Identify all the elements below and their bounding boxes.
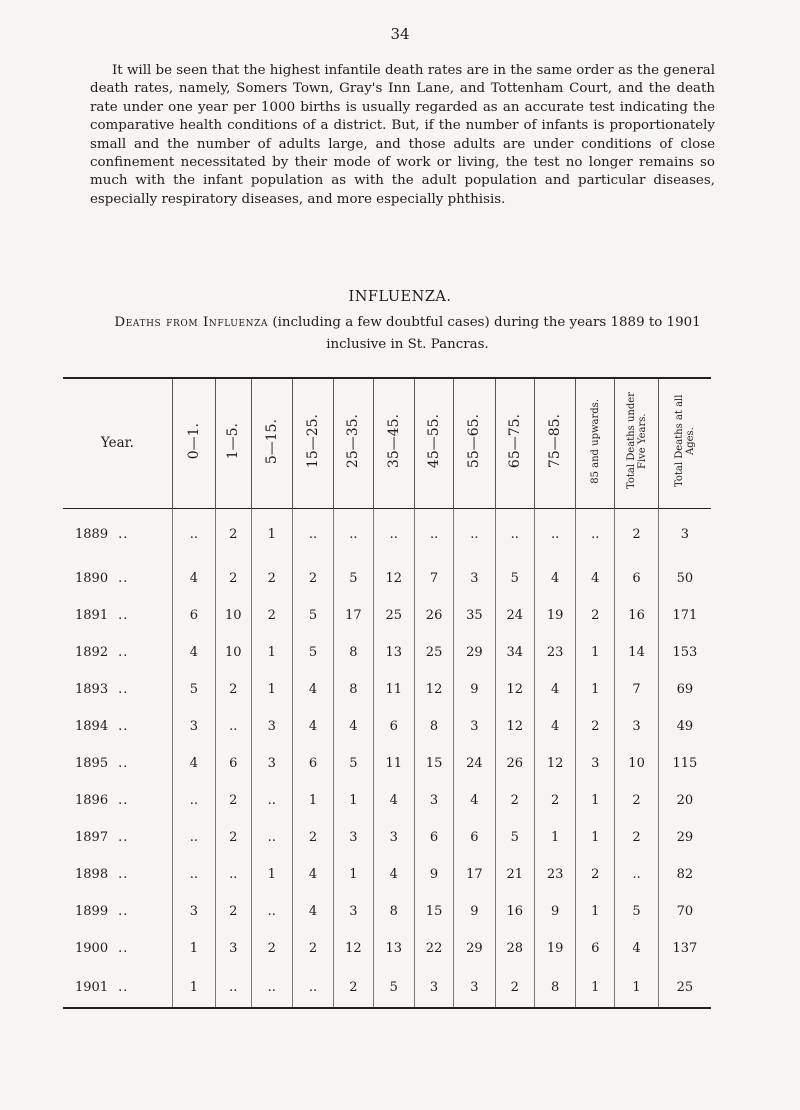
column-header-label: 65—75. <box>506 414 523 469</box>
year-cell <box>63 671 172 708</box>
table-cell: 25 <box>658 967 711 1008</box>
year-label: 1892 <box>75 645 109 660</box>
table-cell: .. <box>615 856 659 893</box>
year-label: 1891 <box>75 608 109 623</box>
table-cell: 12 <box>495 671 534 708</box>
table-cell: .. <box>495 508 534 560</box>
table-cell: 4 <box>373 782 414 819</box>
table-cell: 3 <box>454 967 495 1008</box>
table-cell: 6 <box>172 597 215 634</box>
table-cell: 50 <box>658 560 711 597</box>
table-cell: 12 <box>534 745 575 782</box>
table-cell: 1 <box>172 967 215 1008</box>
table-cell: 15 <box>414 893 453 930</box>
table-cell: 21 <box>495 856 534 893</box>
column-header-label: 35—45. <box>385 414 402 469</box>
table-cell: 23 <box>534 856 575 893</box>
year-leader-dots: .. <box>118 608 129 623</box>
table-cell: 4 <box>615 930 659 967</box>
column-header-label: 85 and upwards. <box>589 398 601 484</box>
year-label: 1890 <box>75 571 109 586</box>
year-cell <box>63 560 172 597</box>
year-leader-dots: .. <box>118 830 129 845</box>
table-cell: .. <box>251 782 292 819</box>
table-cell: 3 <box>215 930 251 967</box>
table-cell: 29 <box>658 819 711 856</box>
table-cell: 4 <box>292 708 333 745</box>
table-cell: 29 <box>454 634 495 671</box>
table-cell: 2 <box>292 930 333 967</box>
age-column-header <box>414 378 453 508</box>
table-cell: 6 <box>615 560 659 597</box>
table-cell: 26 <box>414 597 453 634</box>
table-cell: 4 <box>534 671 575 708</box>
table-cell: 11 <box>373 745 414 782</box>
table-cell: 2 <box>495 782 534 819</box>
age-column-header <box>658 378 711 508</box>
table-cell: 3 <box>373 819 414 856</box>
table-cell: 10 <box>215 634 251 671</box>
year-cell <box>63 508 172 560</box>
table-cell: 9 <box>414 856 453 893</box>
year-leader-dots: .. <box>118 793 129 808</box>
table-cell: 12 <box>373 560 414 597</box>
table-cell: 171 <box>658 597 711 634</box>
table-cell: 22 <box>414 930 453 967</box>
table-cell: 8 <box>414 708 453 745</box>
table-cell: 1 <box>576 893 615 930</box>
table-cell: 9 <box>454 893 495 930</box>
table-cell: .. <box>454 508 495 560</box>
table-cell: 2 <box>292 819 333 856</box>
column-header-label: 1—5. <box>225 423 242 460</box>
column-header-label: 75—85. <box>547 414 564 469</box>
year-leader-dots: .. <box>118 682 129 697</box>
table-cell: 4 <box>292 856 333 893</box>
table-cell: 1 <box>172 930 215 967</box>
table-cell: 4 <box>334 708 373 745</box>
table-cell: 14 <box>615 634 659 671</box>
table-cell: 6 <box>292 745 333 782</box>
table-cell: 137 <box>658 930 711 967</box>
table-cell: 4 <box>292 893 333 930</box>
table-cell: 35 <box>454 597 495 634</box>
table-cell: .. <box>251 893 292 930</box>
table-cell: 4 <box>373 856 414 893</box>
table-cell: 4 <box>172 560 215 597</box>
table-cell: 3 <box>334 893 373 930</box>
table-cell: 16 <box>615 597 659 634</box>
year-cell <box>63 967 172 1008</box>
table-cell: 17 <box>454 856 495 893</box>
year-label: 1901 <box>75 979 109 995</box>
year-cell <box>63 745 172 782</box>
caption-lead: Deaths from Influenza <box>114 315 269 330</box>
table-cell: 3 <box>615 708 659 745</box>
table-cell: 3 <box>251 708 292 745</box>
table-cell: 5 <box>292 597 333 634</box>
table-row <box>63 856 711 893</box>
table-cell: 3 <box>172 708 215 745</box>
year-leader-dots: .. <box>118 526 129 542</box>
column-header-label: 5—15. <box>263 418 280 464</box>
table-cell: 6 <box>576 930 615 967</box>
age-column-header <box>292 378 333 508</box>
caption-rest: (including a few doubtful cases) during the years 1889 to 1901 inclusive in St. Pancras. <box>268 315 701 352</box>
table-cell: 4 <box>576 560 615 597</box>
table-cell: 8 <box>534 967 575 1008</box>
year-cell <box>63 634 172 671</box>
year-cell <box>63 708 172 745</box>
year-leader-dots: .. <box>118 979 129 995</box>
year-column-header: Year. <box>100 435 134 452</box>
table-cell: 12 <box>334 930 373 967</box>
table-cell: 11 <box>373 671 414 708</box>
year-cell <box>63 597 172 634</box>
table-cell: .. <box>534 508 575 560</box>
table-cell: 1 <box>334 856 373 893</box>
year-cell <box>63 782 172 819</box>
table-cell: 13 <box>373 930 414 967</box>
year-leader-dots: .. <box>118 904 129 919</box>
table-cell: 1 <box>576 782 615 819</box>
table-cell: 2 <box>215 560 251 597</box>
age-column-header <box>576 378 615 508</box>
table-cell: 1 <box>334 782 373 819</box>
table-cell: .. <box>576 508 615 560</box>
table-cell: 49 <box>658 708 711 745</box>
age-column-header <box>373 378 414 508</box>
year-label: 1897 <box>75 830 109 845</box>
table-cell: .. <box>215 708 251 745</box>
table-cell: 1 <box>251 856 292 893</box>
column-header-label: 55—65. <box>466 414 483 469</box>
table-row <box>63 782 711 819</box>
table-cell: 3 <box>251 745 292 782</box>
table-cell: 24 <box>495 597 534 634</box>
table-cell: 2 <box>215 671 251 708</box>
table-cell: 1 <box>576 634 615 671</box>
table-cell: 6 <box>454 819 495 856</box>
table-cell: 115 <box>658 745 711 782</box>
age-column-header <box>334 378 373 508</box>
table-cell: 6 <box>373 708 414 745</box>
table-cell: 2 <box>292 560 333 597</box>
table-cell: 2 <box>615 782 659 819</box>
table-cell: 2 <box>334 967 373 1008</box>
table-cell: .. <box>172 782 215 819</box>
table-body <box>63 508 711 1008</box>
table-cell: 29 <box>454 930 495 967</box>
table-cell: .. <box>172 856 215 893</box>
table-cell: 2 <box>251 597 292 634</box>
table-cell: 82 <box>658 856 711 893</box>
table-cell: 69 <box>658 671 711 708</box>
age-column-header <box>215 378 251 508</box>
table-cell: 1 <box>251 508 292 560</box>
table-cell: 5 <box>334 745 373 782</box>
table-cell: 6 <box>414 819 453 856</box>
year-label: 1898 <box>75 867 109 882</box>
table-row <box>63 708 711 745</box>
table-row <box>63 597 711 634</box>
table-cell: 8 <box>334 634 373 671</box>
column-header-label: 45—55. <box>426 414 443 469</box>
table-cell: 8 <box>334 671 373 708</box>
year-label: 1895 <box>75 756 109 771</box>
table-cell: 5 <box>334 560 373 597</box>
influenza-deaths-table <box>63 377 711 1009</box>
year-leader-dots: .. <box>118 756 129 771</box>
age-column-header <box>615 378 659 508</box>
table-cell: 1 <box>576 967 615 1008</box>
table-cell: 2 <box>215 819 251 856</box>
table-cell: 2 <box>576 856 615 893</box>
table-row <box>63 930 711 967</box>
age-column-header <box>534 378 575 508</box>
table-cell: .. <box>334 508 373 560</box>
table-cell: .. <box>292 508 333 560</box>
table-cell: 1 <box>292 782 333 819</box>
page-number: 34 <box>390 25 410 43</box>
table-cell: 26 <box>495 745 534 782</box>
table-cell: 3 <box>414 782 453 819</box>
table-cell: 4 <box>534 708 575 745</box>
age-column-header <box>172 378 215 508</box>
column-header-label: 0—1. <box>185 423 202 460</box>
table-row <box>63 671 711 708</box>
year-cell <box>63 819 172 856</box>
age-column-header <box>495 378 534 508</box>
table-row <box>63 819 711 856</box>
intro-paragraph: It will be seen that the highest infantile death rates are in the same order as the general death rates, namely, Somers Town, Gray's Inn Lane, and Tottenham Court, and the death rate under one year per 1000 births is usually regarded as an accurate test indicating the comparative health conditions of a district. But, if the number of infants is proportionately small and the number of adults large, and those adults are under conditions of close confinement necessitated by their mode of work or living, the test no longer remains so much with the infant population as with the adult population and particular diseases, especially respiratory diseases, and more especially phthisis. <box>90 63 715 207</box>
table-cell: 5 <box>172 671 215 708</box>
year-leader-dots: .. <box>118 645 129 660</box>
table-cell: 5 <box>292 634 333 671</box>
table-cell: 5 <box>615 893 659 930</box>
column-header-label: Total Deaths under Five Years. <box>625 392 648 490</box>
table-cell: 3 <box>454 560 495 597</box>
table-cell: .. <box>292 967 333 1008</box>
year-label: 1896 <box>75 793 109 808</box>
table-cell: .. <box>251 819 292 856</box>
table-cell: 3 <box>414 967 453 1008</box>
table-cell: 7 <box>615 671 659 708</box>
table-cell: 2 <box>495 967 534 1008</box>
table-cell: 16 <box>495 893 534 930</box>
table-cell: 2 <box>215 508 251 560</box>
table-row <box>63 893 711 930</box>
table-cell: 9 <box>454 671 495 708</box>
table-cell: 1 <box>576 819 615 856</box>
table-cell: 3 <box>334 819 373 856</box>
year-label: 1889 <box>75 526 109 542</box>
table-row <box>63 508 711 560</box>
table-cell: 1 <box>251 634 292 671</box>
table-cell: 2 <box>576 597 615 634</box>
table-cell: 4 <box>172 634 215 671</box>
column-header-label: Total Deaths at all Ages. <box>673 395 696 488</box>
table-cell: 1 <box>615 967 659 1008</box>
table-cell: 12 <box>414 671 453 708</box>
table-cell: 153 <box>658 634 711 671</box>
table-cell: 1 <box>534 819 575 856</box>
year-leader-dots: .. <box>118 719 129 734</box>
table-cell: .. <box>172 819 215 856</box>
table-cell: 17 <box>334 597 373 634</box>
table-cell: 1 <box>576 671 615 708</box>
table-cell: 13 <box>373 634 414 671</box>
table-cell: .. <box>414 508 453 560</box>
table-cell: .. <box>215 856 251 893</box>
table-cell: 6 <box>215 745 251 782</box>
table-cell: 70 <box>658 893 711 930</box>
year-label: 1899 <box>75 904 109 919</box>
table-row <box>63 967 711 1008</box>
table-row <box>63 560 711 597</box>
table-cell: .. <box>215 967 251 1008</box>
table-cell: 9 <box>534 893 575 930</box>
table-cell: 1 <box>251 671 292 708</box>
table-cell: 2 <box>215 893 251 930</box>
table-cell: 25 <box>414 634 453 671</box>
table-cell: 2 <box>251 560 292 597</box>
table-cell: 3 <box>172 893 215 930</box>
year-label: 1894 <box>75 719 109 734</box>
age-column-header <box>454 378 495 508</box>
table-caption <box>100 312 715 356</box>
column-header-label: 15—25. <box>305 414 322 469</box>
table-cell: .. <box>373 508 414 560</box>
table-cell: 4 <box>454 782 495 819</box>
table-cell: 24 <box>454 745 495 782</box>
year-leader-dots: .. <box>118 867 129 882</box>
table-cell: .. <box>172 508 215 560</box>
table-cell: 7 <box>414 560 453 597</box>
year-label: 1893 <box>75 682 109 697</box>
table-cell: 20 <box>658 782 711 819</box>
table-cell: 5 <box>495 819 534 856</box>
year-cell <box>63 893 172 930</box>
table-cell: 4 <box>292 671 333 708</box>
table-cell: 2 <box>534 782 575 819</box>
table-cell: .. <box>251 967 292 1008</box>
table-cell: 10 <box>615 745 659 782</box>
year-leader-dots: .. <box>118 571 129 586</box>
table-cell: 19 <box>534 597 575 634</box>
table-cell: 34 <box>495 634 534 671</box>
table-cell: 8 <box>373 893 414 930</box>
table-cell: 15 <box>414 745 453 782</box>
table-cell: 25 <box>373 597 414 634</box>
table-cell: 3 <box>576 745 615 782</box>
table-cell: 4 <box>172 745 215 782</box>
table-cell: 19 <box>534 930 575 967</box>
column-header-label: 25—35. <box>345 414 362 469</box>
year-cell <box>63 930 172 967</box>
table-cell: 28 <box>495 930 534 967</box>
table-cell: 5 <box>495 560 534 597</box>
table-row <box>63 745 711 782</box>
table-cell: 2 <box>576 708 615 745</box>
table-cell: 2 <box>215 782 251 819</box>
year-leader-dots: .. <box>118 941 129 956</box>
table-header-row <box>63 378 711 508</box>
table-cell: 12 <box>495 708 534 745</box>
table-cell: 2 <box>615 819 659 856</box>
table-row <box>63 634 711 671</box>
table-cell: 2 <box>251 930 292 967</box>
table-cell: 10 <box>215 597 251 634</box>
table-cell: 2 <box>615 508 659 560</box>
year-cell <box>63 856 172 893</box>
table-cell: 23 <box>534 634 575 671</box>
table-cell: 3 <box>658 508 711 560</box>
year-label: 1900 <box>75 941 109 956</box>
table-cell: 4 <box>534 560 575 597</box>
age-column-header <box>251 378 292 508</box>
table-cell: 5 <box>373 967 414 1008</box>
table-cell: 3 <box>454 708 495 745</box>
section-title: INFLUENZA. <box>348 289 452 305</box>
